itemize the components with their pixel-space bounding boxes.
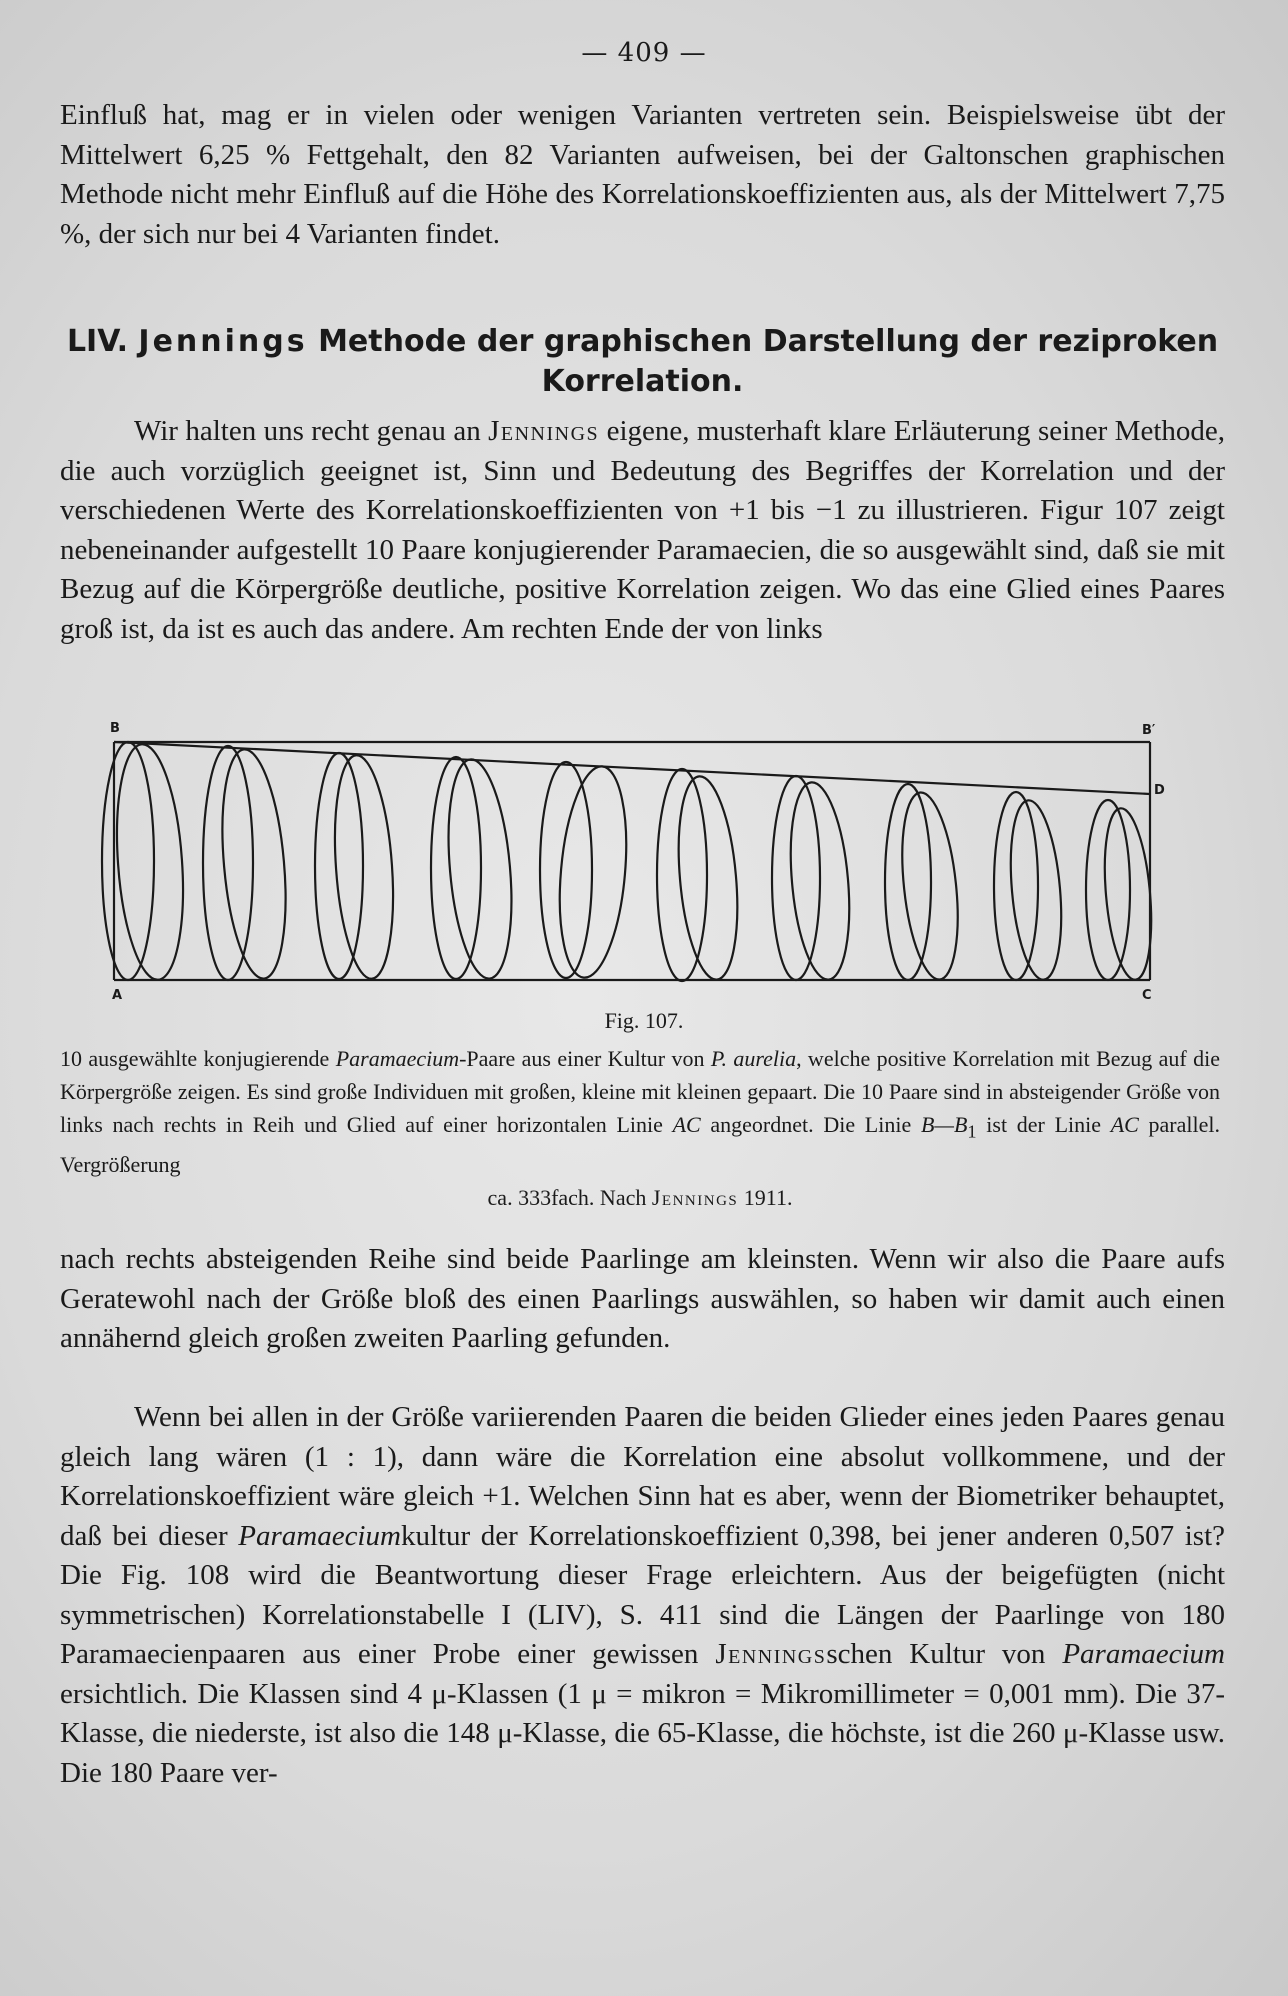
author-smallcaps: Jennings bbox=[651, 1185, 739, 1211]
text-span: kultur der Korrelationskoeffizient 0,398, bei jener anderen 0,507 ist? Die Fig. 108 wird die Beantwortung dieser Frage erleichtern. Aus der beigefügten (nicht symmetrischen) Korrelationstabelle I (LIV), S. 411 sind die Längen der Paarlinge von 180 Paramaecienpaaren aus einer Probe einer gewissen bbox=[60, 1519, 1225, 1670]
page-number: — 409 — bbox=[581, 38, 707, 68]
author-smallcaps: Jennings bbox=[488, 415, 600, 447]
section-heading bbox=[60, 322, 1225, 402]
italic-span: B—B bbox=[920, 1112, 968, 1137]
paragraph-last bbox=[60, 1398, 1225, 1793]
subscript: 1 bbox=[967, 1121, 977, 1142]
pair-4-left bbox=[431, 757, 481, 979]
italic-span: AC bbox=[1110, 1112, 1139, 1137]
text-span: Wenn bei allen in der Größe variierenden Paaren die beiden Glieder eines jeden Paares genau gleich lang wären (1 : 1), dann wäre die Korrelation eine absolut vollkommene, und der Korrelationskoeffizient wäre gleich +1. Welchen Sinn hat es aber, wenn der Biometriker behauptet, daß bei dieser bbox=[60, 1401, 1225, 1552]
italic-span: Paramaecium bbox=[335, 1046, 460, 1071]
label-b: B bbox=[110, 721, 120, 736]
label-b-prime: B′ bbox=[1142, 723, 1156, 738]
text-span: parallel. Vergrößerung bbox=[60, 1112, 1220, 1178]
italic-span: AC bbox=[672, 1112, 701, 1137]
label-a: A bbox=[112, 988, 123, 1003]
text-span: eigene, musterhaft klare Erläuterung seiner Methode, die auch vorzüglich geeignet ist, Sinn und Bedeutung des Begriffes der Korrelation und der verschiedenen Werte des Korrelationskoeffizienten von +1 bis −1 zu illustrieren. Figur 107 zeigt nebeneinander aufgestellt 10 Paare konjugierender Paramaecien, die so ausgewählt sind, daß sie mit Bezug auf die Körpergröße deutliche, positive Korrelation zeigen. Wo das eine Glied eines Paares groß ist, da ist es auch das andere. Am rechten Ende der von links bbox=[60, 415, 1225, 645]
paragraph-continued bbox=[60, 1240, 1225, 1359]
figure-107-drawing bbox=[96, 712, 1188, 1012]
text-span: Wir halten uns recht genau an bbox=[134, 415, 489, 447]
pair-8-left bbox=[885, 784, 931, 980]
pair-6-left bbox=[657, 769, 707, 981]
italic-span: P. aurelia bbox=[710, 1046, 797, 1071]
text-span: -Paare aus einer Kultur von bbox=[459, 1046, 711, 1071]
figure-title: Fig. 107. bbox=[604, 1008, 684, 1033]
text-span: schen Kultur von bbox=[826, 1638, 1063, 1670]
heading-rest: Methode der graphischen Darstellung der reziproken Korrelation. bbox=[318, 324, 1219, 399]
text-span: angeordnet. Die Linie bbox=[700, 1112, 921, 1137]
caption-last-line bbox=[60, 1181, 1220, 1214]
pair-9-right bbox=[1004, 798, 1068, 981]
text-span: ersichtlich. Die Klassen sind 4 μ-Klassen (1 μ = mikron = Mikromillimeter = 0,001 mm). Die 37-Klasse, die niederste, ist also die 148 μ-Klasse, die 65-Klasse, die höchste, ist die 260 μ-Klasse usw. Die 180 Paare ver- bbox=[60, 1677, 1225, 1789]
paragraph-last-text bbox=[60, 1398, 1225, 1793]
author-smallcaps: Jennings bbox=[715, 1638, 827, 1670]
paragraph-top-text: Einfluß hat, mag er in vielen oder wenigen Varianten vertreten sein. Beispielsweise übt der Mittelwert 6,25 % Fettgehalt, den 82 Varianten aufweisen, bei der Galtonschen graphischen Methode nicht mehr Einfluß auf die Höhe des Korrelationskoeffizienten aus, als der Mittelwert 7,75 %, der sich nur bei 4 Varianten findet. bbox=[60, 99, 1225, 250]
italic-span: Paramaecium bbox=[1062, 1638, 1225, 1670]
pair-2-left bbox=[203, 746, 253, 980]
heading-name: Jennings bbox=[138, 324, 308, 359]
pair-10-right bbox=[1099, 806, 1158, 981]
text-span: , welche positive Korrelation mit Bezug auf die Körpergröße zeigen. Es sind große Individuen mit großen, kleine mit kleinen gepaart. Die 10 Paare sind in absteigender Größe von links nach rechts in Reih und Glied auf einer horizontalen Linie bbox=[60, 1046, 1220, 1137]
label-d: D bbox=[1154, 783, 1165, 798]
text-span: ist der Linie bbox=[976, 1112, 1111, 1137]
label-c: C bbox=[1142, 988, 1152, 1003]
text-span: 10 ausgewählte konjugierende bbox=[60, 1046, 336, 1071]
italic-span: Paramaecium bbox=[238, 1519, 401, 1552]
text-span: ca. 333fach. Nach bbox=[487, 1185, 652, 1211]
paragraph-intro-text bbox=[60, 412, 1225, 649]
paramaecium-pairs bbox=[102, 742, 1157, 982]
pair-1-left bbox=[102, 742, 154, 980]
heading-roman: LIV. bbox=[66, 324, 128, 359]
pair-1-right bbox=[110, 742, 190, 982]
pair-5-left bbox=[540, 762, 592, 978]
paragraph-top bbox=[60, 96, 1225, 254]
paragraph-intro bbox=[60, 412, 1225, 649]
figure-caption bbox=[60, 1042, 1220, 1214]
paragraph-continued-text: nach rechts absteigenden Reihe sind beide Paarlinge am kleinsten. Wenn wir also die Paare aufs Geratewohl nach der Größe bloß des einen Paarlings auswählen, so haben wir damit auch einen annähernd gleich großen zweiten Paarling gefunden. bbox=[60, 1243, 1225, 1354]
text-span: 1911. bbox=[738, 1185, 793, 1211]
